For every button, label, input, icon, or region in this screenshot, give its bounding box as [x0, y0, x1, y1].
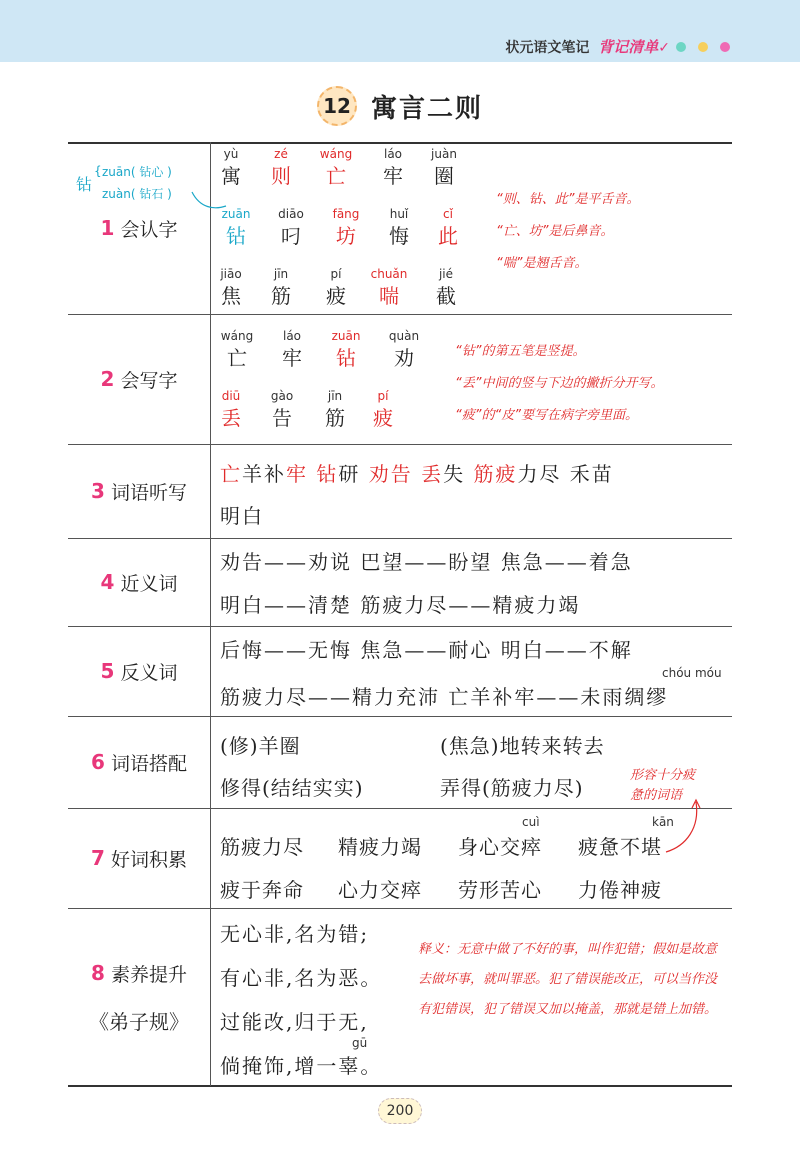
collocation-note-1: 形容十分疲	[630, 768, 696, 783]
write-char-zuan: zuān 钻	[331, 329, 361, 370]
check-icon: ✓	[658, 40, 670, 56]
note-zuan-stroke: “钻”的第五笔是竖提。	[455, 344, 586, 359]
book-tag: 背记清单	[598, 38, 659, 56]
good-word: 心力交瘁	[338, 878, 422, 902]
good-word: 力倦神疲	[578, 878, 662, 902]
label-antonyms: 5 反义词	[100, 659, 178, 684]
write-char-lao: láo 牢	[282, 329, 302, 370]
book-brand	[505, 36, 670, 57]
table-border-bottom	[68, 1085, 732, 1087]
char-diao: diāo 叼	[278, 207, 304, 248]
label-source: 《弟子规》	[89, 1009, 189, 1034]
antonyms-line-1: 后悔——无悔 焦急——耐心 明白——不解	[220, 638, 633, 662]
write-char-gao: gào 告	[270, 389, 294, 430]
lesson-header	[0, 84, 800, 128]
synonyms-line-1: 劝告——劝说 巴望——盼望 焦急——着急	[220, 550, 633, 574]
collocation-d: 弄得(筋疲力尽)	[440, 776, 584, 800]
note-back-nasal: “亡、坊”是后鼻音。	[496, 224, 614, 239]
good-word: 劳形苦心	[458, 878, 542, 902]
write-char-jin: jīn 筋	[325, 389, 345, 430]
note-diu-stroke: “丢”中间的竖与下边的撇折分开写。	[455, 376, 664, 391]
label-good-words: 7 好词积累	[91, 846, 187, 871]
lesson-title: 寓言二则	[370, 93, 483, 124]
char-ci: cǐ 此	[438, 207, 458, 248]
label-synonyms: 4 近义词	[100, 570, 178, 595]
label-literacy: 8 素养提升	[91, 961, 187, 986]
ruby-gu: gū	[352, 1036, 368, 1050]
row-divider	[68, 908, 732, 909]
label-recognize: 1 会认字	[100, 216, 178, 241]
annotation-reading-a: zuān( 钻心 )	[102, 165, 172, 179]
write-char-wang: wáng 亡	[220, 329, 254, 370]
good-word: 疲于奔命	[220, 878, 304, 902]
dot-icon	[720, 42, 730, 52]
book-title: 状元语文笔记	[505, 40, 590, 56]
good-word: 精疲力竭	[338, 835, 422, 859]
header-band	[0, 0, 800, 62]
lesson-number: 12	[317, 86, 357, 126]
page-number: 200	[378, 1098, 422, 1124]
char-yu: yù 寓	[221, 147, 241, 188]
label-write: 2 会写字	[100, 367, 178, 392]
decor-dots	[676, 42, 730, 52]
collocation-a: (修)羊圈	[220, 734, 301, 758]
poem-explanation: 释义：无意中做了不好的事，叫作犯错；假如是故意去做坏事，就叫罪恶。犯了错误能改正，可以当作没有犯错误，犯了错误又加以掩盖，那就是错上加错。	[418, 942, 718, 1017]
note-pi-structure: “疲”的“皮”要写在病字旁里面。	[455, 408, 638, 423]
collocation-c: 修得(结结实实)	[220, 776, 364, 800]
char-juan: juàn 圈	[431, 147, 457, 188]
char-jiao: jiāo 焦	[220, 267, 242, 308]
char-ze: zé 则	[271, 147, 291, 188]
dot-icon	[676, 42, 686, 52]
dictation-line-2: 明白	[220, 504, 264, 528]
poem-line: 无心非,名为错;	[220, 922, 370, 946]
dot-icon	[698, 42, 708, 52]
label-collocation: 6 词语搭配	[91, 750, 187, 775]
ruby-chou-mou: chóu móu	[662, 666, 722, 680]
annotation-brace: {	[94, 164, 102, 178]
synonyms-line-2: 明白——清楚 筋疲力尽——精疲力竭	[220, 593, 581, 617]
char-chuan: chuǎn 喘	[370, 267, 408, 308]
write-char-diu: diū 丢	[221, 389, 241, 430]
good-word: 筋疲力尽	[220, 835, 304, 859]
note-retroflex: “喘”是翘舌音。	[496, 256, 588, 271]
poem-line: 倘掩饰,增一辜。	[220, 1054, 383, 1078]
label-dictation: 3 词语听写	[91, 479, 187, 504]
char-wang: wáng 亡	[319, 147, 353, 188]
char-hui: huǐ 悔	[389, 207, 409, 248]
note-flat-tongue: “则、钻、此”是平舌音。	[496, 192, 640, 207]
char-jie: jié 截	[436, 267, 456, 308]
write-char-pi: pí 疲	[373, 389, 393, 430]
ruby-cui: cuì	[522, 815, 540, 829]
char-zuan: zuān 钻	[221, 207, 251, 248]
collocation-b: (焦急)地转来转去	[440, 734, 605, 758]
good-word: 疲惫不堪	[578, 835, 662, 859]
char-pi: pí 疲	[326, 267, 346, 308]
annotation-reading-b: zuàn( 钻石 )	[102, 187, 172, 201]
collocation-note-2: 惫的词语	[630, 788, 683, 803]
good-word: 身心交瘁	[458, 835, 542, 859]
poem-line: 有心非,名为恶。	[220, 966, 383, 990]
char-lao: láo 牢	[383, 147, 403, 188]
annotation-char: 钻	[76, 175, 93, 194]
ruby-kan: kān	[652, 815, 674, 829]
char-fang: fāng 坊	[332, 207, 360, 248]
write-char-quan: quàn 劝	[388, 329, 420, 370]
char-jin: jīn 筋	[271, 267, 291, 308]
dictation-line-1: 亡羊补牢 钻研 劝告 丢失 筋疲力尽 禾苗	[220, 462, 614, 486]
poem-line: 过能改,归于无,	[220, 1010, 369, 1034]
antonyms-line-2: 筋疲力尽——精力充沛 亡羊补牢——未雨绸缪	[220, 685, 669, 709]
